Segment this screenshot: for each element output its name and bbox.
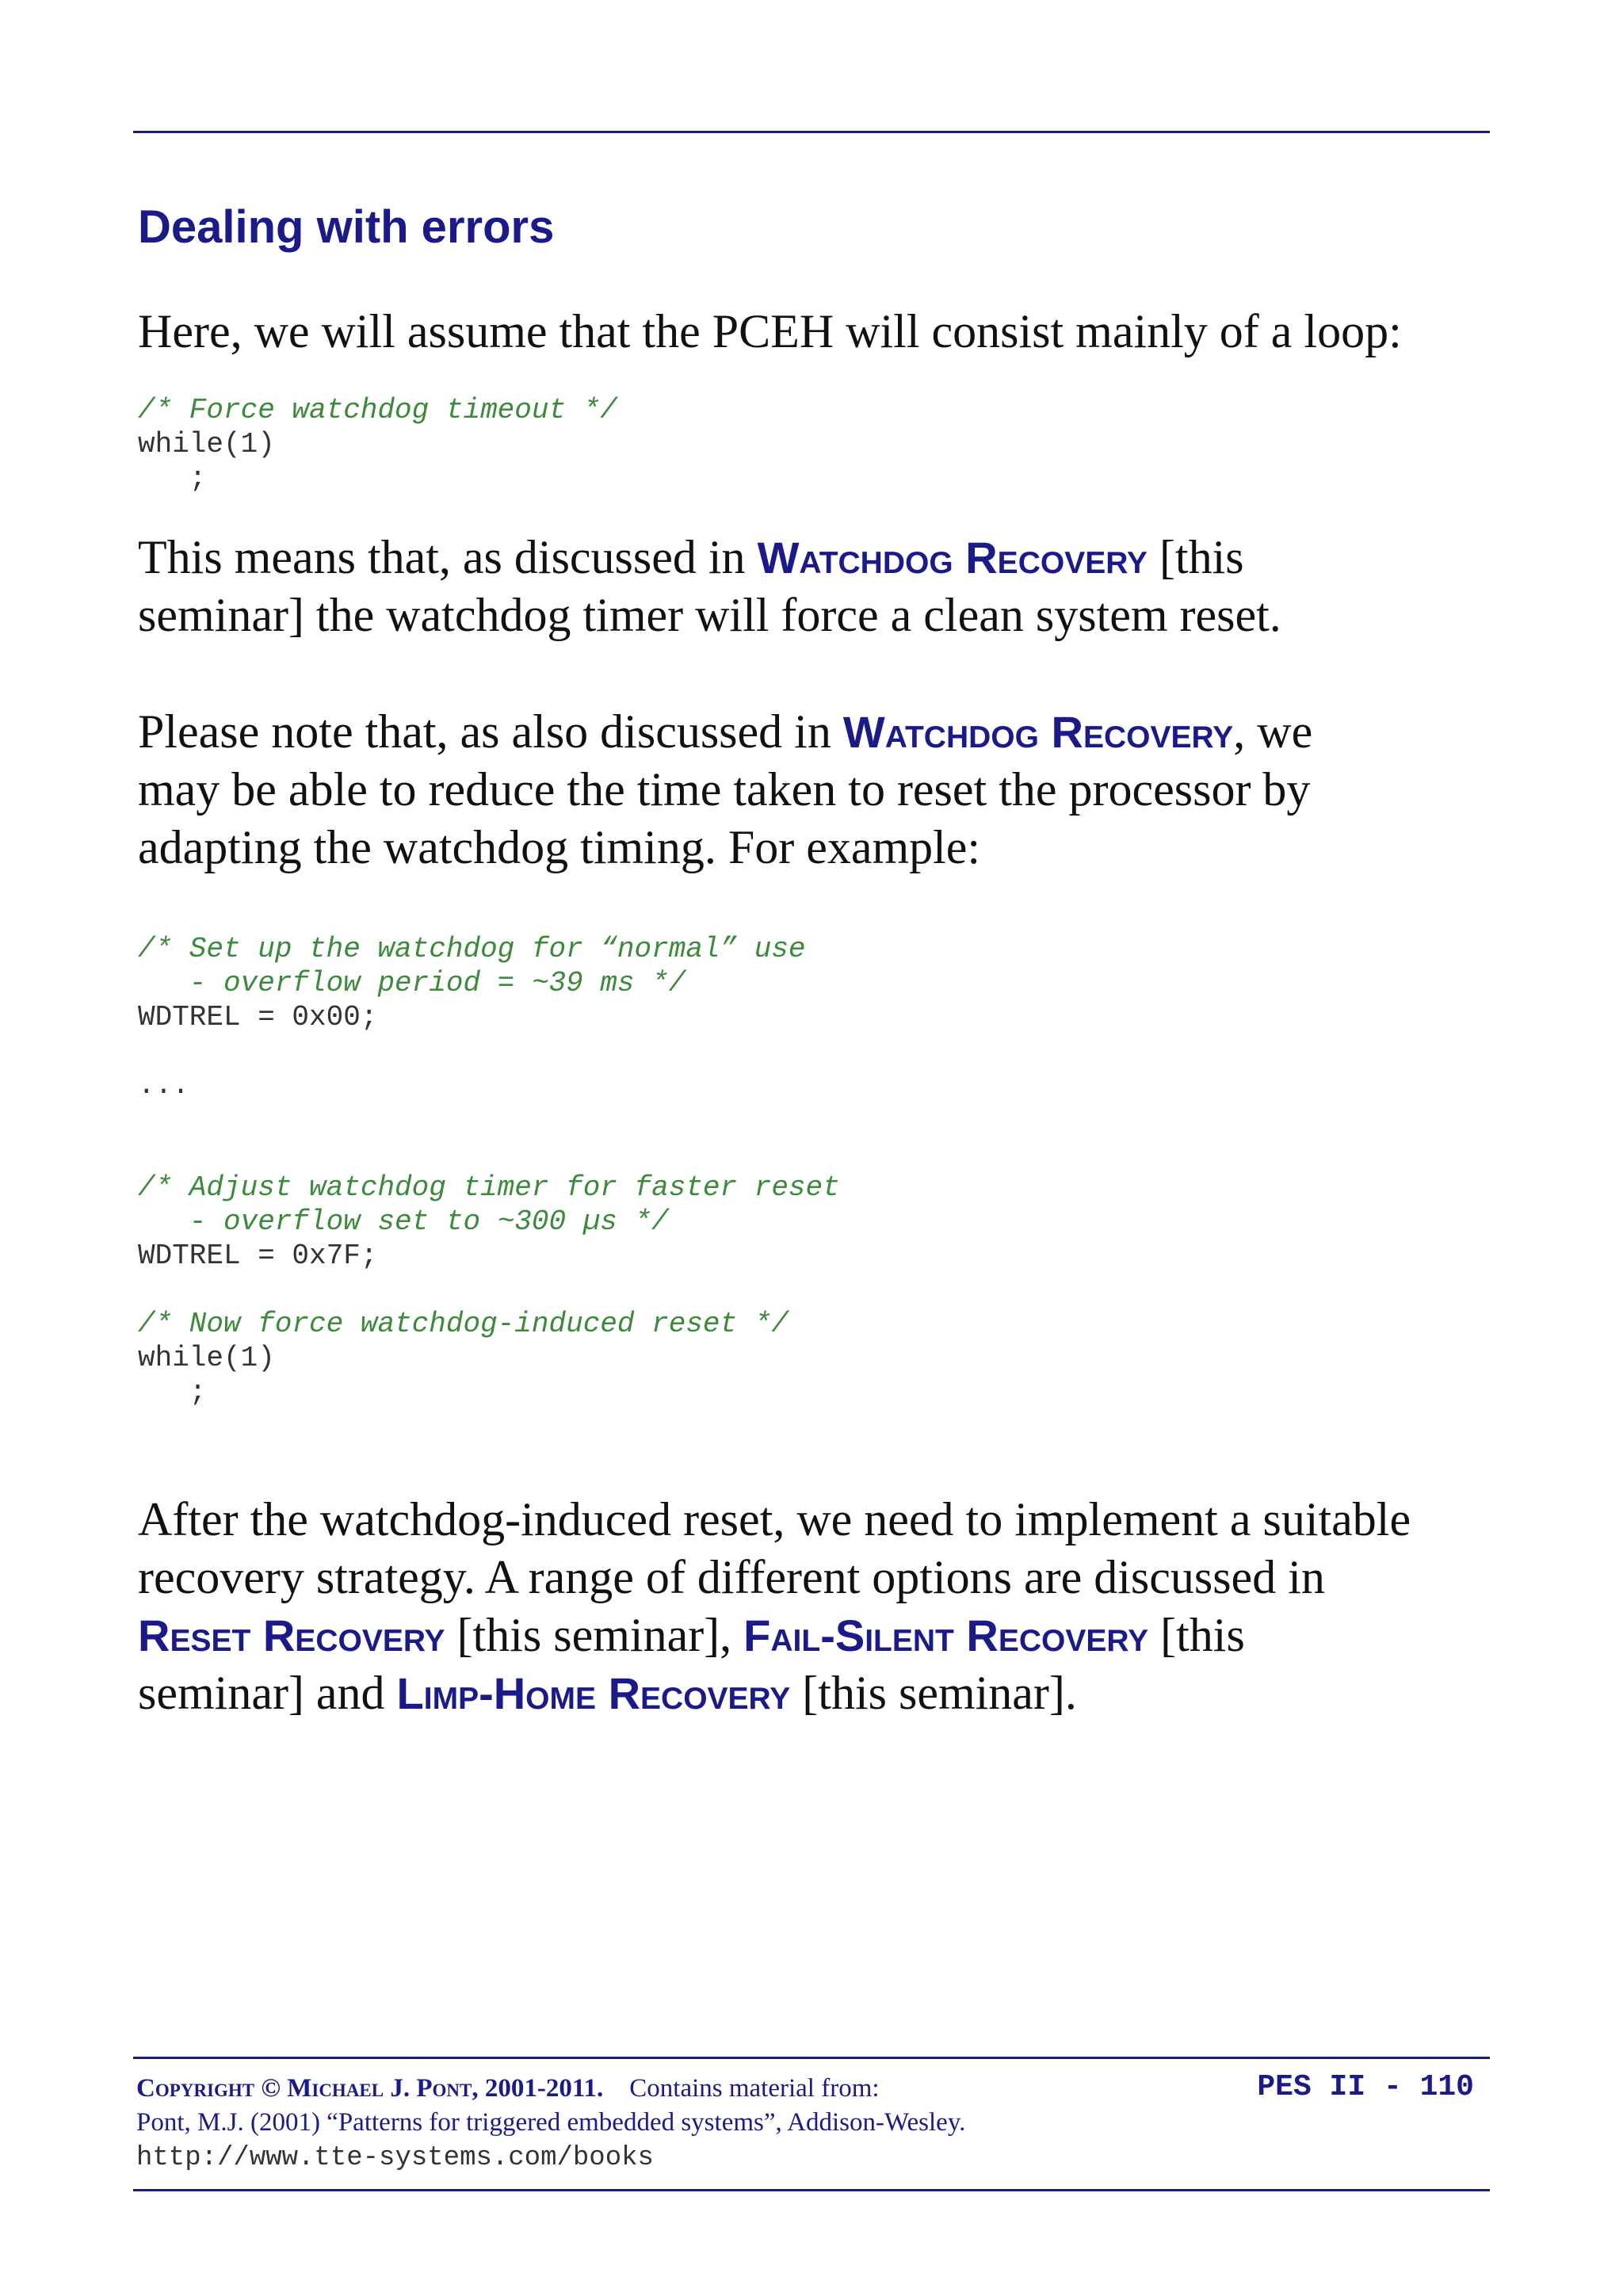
text: seminar] and xyxy=(138,1667,397,1719)
code-comment: /* Set up the watchdog for “normal” use xyxy=(138,933,806,965)
text: [this seminar]. xyxy=(790,1667,1077,1719)
paragraph-watchdog-reset xyxy=(138,529,1281,644)
top-rule xyxy=(133,131,1490,133)
code-block-loop xyxy=(138,393,617,495)
code-comment: /* Now force watchdog-induced reset */ xyxy=(138,1308,789,1340)
text: adapting the watchdog timing. For example: xyxy=(138,821,981,873)
code-block-watchdog-timing xyxy=(138,932,840,1409)
text: This means that, as discussed in xyxy=(138,531,758,583)
books-url-link[interactable]: http://www.tte-systems.com/books xyxy=(136,2143,654,2173)
code-line: while(1) xyxy=(138,1342,275,1374)
text: [this xyxy=(1148,1609,1245,1661)
text: After the watchdog-induced reset, we need to implement a suitable xyxy=(138,1493,1411,1545)
code-line: WDTREL = 0x00; xyxy=(138,1001,378,1033)
contains-material: Contains material from: xyxy=(629,2074,880,2103)
paragraph-reduce-time xyxy=(138,703,1312,877)
text: recovery strategy. A range of different options are discussed in xyxy=(138,1551,1325,1603)
citation: Pont, M.J. (2001) “Patterns for triggered embedded systems”, Addison-Wesley. xyxy=(136,2108,966,2137)
footer-copyright xyxy=(136,2072,965,2176)
text: may be able to reduce the time taken to reset the processor by xyxy=(138,763,1311,816)
page-heading: Dealing with errors xyxy=(138,201,555,253)
code-line: WDTREL = 0x7F; xyxy=(138,1240,378,1272)
code-line: ; xyxy=(138,462,207,495)
paragraph-recovery-strategy xyxy=(138,1491,1411,1722)
text: [this xyxy=(1147,531,1244,583)
watchdog-recovery-link[interactable]: Watchdog Recovery xyxy=(757,533,1148,583)
code-comment: /* Force watchdog timeout */ xyxy=(138,394,617,426)
footer-bottom-rule xyxy=(133,2189,1490,2191)
code-line: ; xyxy=(138,1376,207,1408)
watchdog-recovery-link[interactable]: Watchdog Recovery xyxy=(842,707,1234,757)
intro-paragraph: Here, we will assume that the PCEH will consist mainly of a loop: xyxy=(138,305,1402,357)
limp-home-recovery-link[interactable]: Limp-Home Recovery xyxy=(396,1668,791,1718)
code-comment: /* Adjust watchdog timer for faster reset xyxy=(138,1171,840,1204)
text: , we xyxy=(1233,705,1313,758)
text: Please note that, as also discussed in xyxy=(138,705,843,758)
code-comment: - overflow period = ~39 ms */ xyxy=(138,967,686,999)
code-comment: - overflow set to ~300 µs */ xyxy=(138,1205,669,1238)
text: seminar] the watchdog timer will force a clean system reset. xyxy=(138,589,1281,641)
code-line: while(1) xyxy=(138,428,275,460)
code-ellipsis: ... xyxy=(138,1069,189,1102)
footer-top-rule xyxy=(133,2057,1490,2059)
fail-silent-recovery-link[interactable]: Fail-Silent Recovery xyxy=(743,1610,1149,1660)
page-number: PES II - 110 xyxy=(1257,2070,1474,2104)
text: [this seminar], xyxy=(445,1609,744,1661)
copyright-notice: Copyright © Michael J. Pont, 2001-2011. xyxy=(136,2074,604,2103)
reset-recovery-link[interactable]: Reset Recovery xyxy=(138,1610,445,1660)
